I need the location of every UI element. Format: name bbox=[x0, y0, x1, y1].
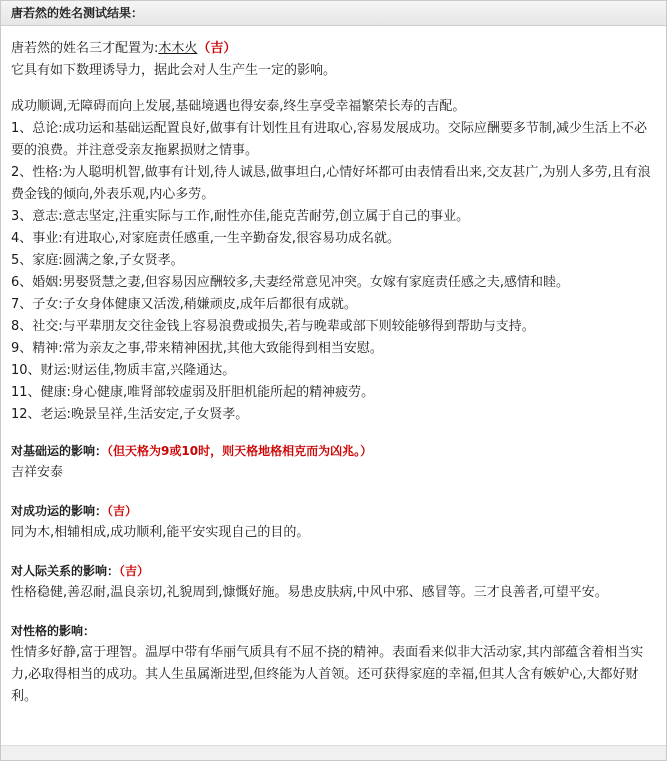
list-item bbox=[11, 382, 656, 404]
list-item bbox=[11, 272, 656, 294]
config-link[interactable]: 木木火 bbox=[158, 41, 198, 56]
item-label: 11、健康: bbox=[11, 385, 71, 400]
list-item bbox=[11, 206, 656, 228]
section-relations bbox=[11, 560, 656, 604]
section-body: 性格稳健,善忍耐,温良亲切,礼貌周到,慷慨好施。易患皮肤病,中风中邪、感冒等。三才良善者,可望平安。 bbox=[11, 585, 608, 600]
item-label: 10、财运: bbox=[11, 363, 71, 378]
section-title: 对性格的影响： bbox=[11, 624, 96, 638]
item-text: 与平辈朋友交往金钱上容易浪费或损失,若与晚辈或部下则较能够得到帮助与支持。 bbox=[62, 319, 535, 334]
item-text: 男娶贤慧之妻,但容易因应酬较多,夫妻经常意见冲突。女嫁有家庭责任感之夫,感情和睦。 bbox=[62, 275, 570, 290]
item-label: 2、性格: bbox=[11, 165, 63, 180]
list-item bbox=[11, 250, 656, 272]
list-item bbox=[11, 228, 656, 250]
result-content bbox=[1, 26, 656, 708]
section-personality bbox=[11, 620, 656, 708]
item-text: 有进取心,对家庭责任感重,一生辛勤奋发,很容易功成名就。 bbox=[62, 231, 401, 246]
item-text: 子女身体健康又活泼,稍嫌顽皮,成年后都很有成就。 bbox=[62, 297, 357, 312]
bottom-bar bbox=[1, 745, 666, 760]
list-item bbox=[11, 360, 656, 382]
item-text: 常为亲友之事,带来精神困扰,其他大致能得到相当安慰。 bbox=[62, 341, 383, 356]
item-label: 12、老运: bbox=[11, 407, 71, 422]
item-label: 4、事业: bbox=[11, 231, 63, 246]
item-list bbox=[11, 118, 656, 426]
section-note: （吉） bbox=[107, 504, 138, 518]
item-text: 晚景呈祥,生活安定,子女贤孝。 bbox=[70, 407, 249, 422]
section-note: （吉） bbox=[119, 564, 150, 578]
list-item bbox=[11, 404, 656, 426]
section-title: 对成功运的影响： bbox=[11, 504, 108, 518]
item-text: 成功运和基础运配置良好,做事有计划性且有进取心,容易发展成功。交际应酬要多节制,减少生活上不必要的浪费。并注意受亲友拖累损财之情事。 bbox=[11, 121, 648, 158]
item-text: 圆满之象,子女贤孝。 bbox=[62, 253, 184, 268]
section-base bbox=[11, 440, 656, 484]
panel-title: 唐若然的姓名测试结果： bbox=[1, 1, 666, 26]
list-item bbox=[11, 294, 656, 316]
item-label: 7、子女: bbox=[11, 297, 63, 312]
item-label: 5、家庭: bbox=[11, 253, 63, 268]
list-item bbox=[11, 162, 656, 206]
intro-line bbox=[11, 38, 656, 60]
config-rating: （吉） bbox=[197, 41, 237, 56]
section-title: 对人际关系的影响： bbox=[11, 564, 120, 578]
intro-prefix: 唐若然的姓名三才配置为: bbox=[11, 41, 159, 56]
section-success bbox=[11, 500, 656, 544]
list-item bbox=[11, 118, 656, 162]
item-label: 9、精神: bbox=[11, 341, 63, 356]
item-label: 3、意志: bbox=[11, 209, 63, 224]
section-note: （但天格为9或10时，则天格地格相克而为凶兆。） bbox=[107, 444, 373, 458]
summary-text: 成功顺调,无障碍而向上发展,基础境遇也得安泰,终生享受幸福繁荣长寿的吉配。 bbox=[11, 99, 466, 114]
item-text: 身心健康,唯肾部较虚弱及肝胆机能所起的精神疲劳。 bbox=[70, 385, 375, 400]
intro-text: 它具有如下数理诱导力，据此会对人生产生一定的影响。 bbox=[11, 63, 337, 78]
section-body: 同为木,相辅相成,成功顺利,能平安实现自己的目的。 bbox=[11, 525, 310, 540]
section-body: 吉祥安泰 bbox=[11, 465, 64, 480]
section-body: 性情多好静,富于理智。温厚中带有华丽气质具有不屈不挠的精神。表面看来似非大活动家,其内部蕴含着相当实力,必取得相当的成功。其人生虽属渐进型,但终能为人首领。还可获得家庭的幸福,但其人含有嫉妒心,大都好财利。 bbox=[11, 645, 644, 704]
item-label: 1、总论: bbox=[11, 121, 63, 136]
item-text: 为人聪明机智,做事有计划,待人诚恳,做事坦白,心情好坏都可由表情看出来,交友甚广,为别人多劳,且有浪费金钱的倾向,外表乐观,内心多劳。 bbox=[11, 165, 651, 202]
item-label: 8、社交: bbox=[11, 319, 63, 334]
list-item bbox=[11, 316, 656, 338]
section-title: 对基础运的影响： bbox=[11, 444, 108, 458]
list-item bbox=[11, 338, 656, 360]
item-text: 财运佳,物质丰富,兴隆通达。 bbox=[70, 363, 236, 378]
item-text: 意志坚定,注重实际与工作,耐性亦佳,能克苦耐劳,创立属于自己的事业。 bbox=[62, 209, 470, 224]
item-label: 6、婚姻: bbox=[11, 275, 63, 290]
